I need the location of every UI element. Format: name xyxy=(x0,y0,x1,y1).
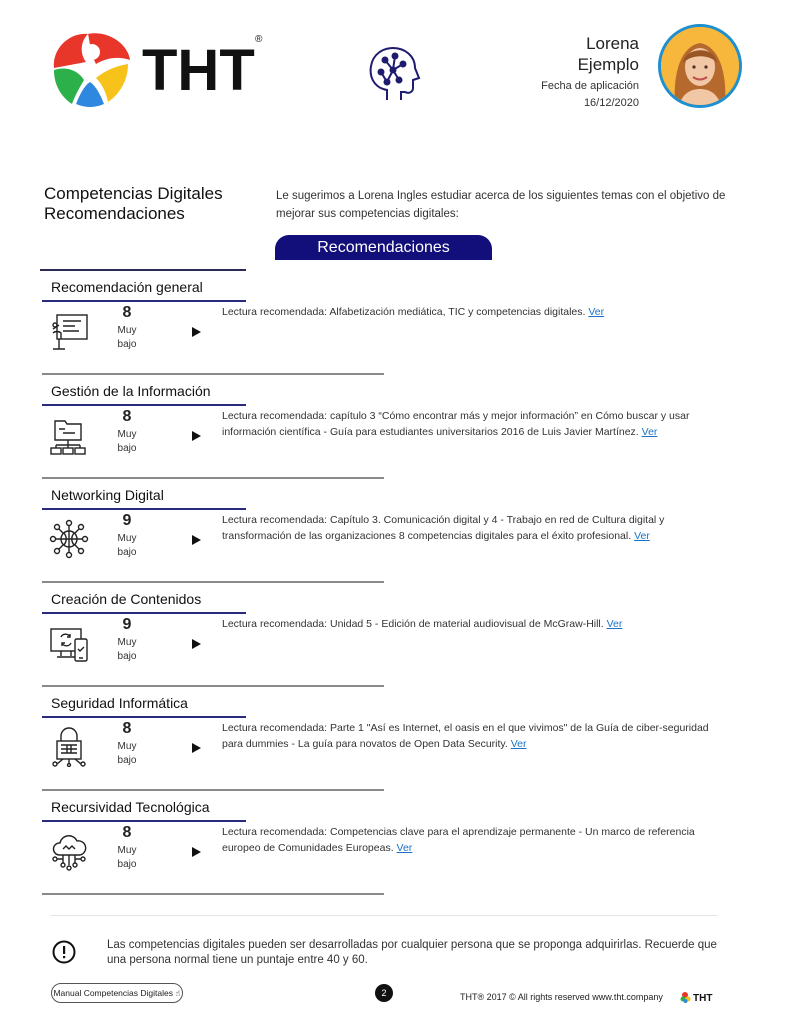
section-title: Networking Digital xyxy=(51,487,164,503)
ver-link[interactable]: Ver xyxy=(606,618,623,630)
divider xyxy=(42,477,384,479)
ver-link[interactable]: Ver xyxy=(396,842,413,854)
section-creacion-contenidos xyxy=(0,581,785,685)
footer-note: Las competencias digitales pueden ser desarrolladas por cualquier persona que se proponga adquirirlas. Recuerde que una persona normal tiene un puntaje entre 40 y 60. xyxy=(107,939,717,966)
manual-button[interactable]: Manual Competencias Digitales ☝ xyxy=(51,983,183,1003)
user-last-name: Ejemplo xyxy=(577,55,639,74)
divider xyxy=(42,373,384,375)
application-date-label: Fecha de aplicación xyxy=(541,80,639,92)
section-title: Recomendación general xyxy=(51,279,203,295)
score: 8 xyxy=(122,824,132,841)
ver-link[interactable]: Ver xyxy=(641,426,658,438)
application-date: 16/12/2020 xyxy=(583,97,639,109)
score: 9 xyxy=(122,616,132,633)
svg-text:®: ® xyxy=(255,34,263,45)
recommendations-pill: Recomendaciones xyxy=(275,235,492,260)
play-icon[interactable] xyxy=(192,327,201,337)
play-icon[interactable] xyxy=(192,743,201,753)
reading-text: Lectura recomendada: Parte 1 "Así es Internet, el oasis en el que vivimos" de la Guía de ciber-seguridad para dummies - La guía para novatos de Open Data Security. Ver xyxy=(222,722,709,750)
divider xyxy=(42,612,246,614)
ver-link[interactable]: Ver xyxy=(634,530,650,542)
section-networking-digital xyxy=(0,477,785,581)
mini-brand-text: THT xyxy=(693,993,713,1003)
hand-pointer-icon: ☝ xyxy=(175,988,181,998)
play-icon[interactable] xyxy=(192,639,201,649)
score: 8 xyxy=(122,408,132,425)
divider xyxy=(40,269,246,271)
reading-text: Lectura recomendada: capítulo 3 “Cómo encontrar más y mejor información” en Cómo buscar y usar información científica - Guía para estudiantes universitarios 2016 de Luis Javier Martínez. Ver xyxy=(222,410,690,438)
divider xyxy=(42,893,384,895)
brand-text: THT xyxy=(142,38,255,103)
play-icon[interactable] xyxy=(192,847,201,857)
cloud-network-icon xyxy=(49,831,89,871)
intro-text: Le sugerimos a Lorena Ingles estudiar acerca de los siguientes temas con el objetivo de mejorar sus competencias digitales: xyxy=(276,190,726,220)
ver-link[interactable]: Ver xyxy=(588,306,605,318)
ver-link[interactable]: Ver xyxy=(510,738,527,750)
section-title: Recursividad Tecnológica xyxy=(51,799,210,815)
brain-circuit-icon xyxy=(365,44,423,104)
level: Muy bajo xyxy=(117,533,137,558)
section-recomendacion-general xyxy=(0,269,785,373)
divider xyxy=(42,685,384,687)
padlock-circuit-icon xyxy=(49,727,89,767)
tht-logo xyxy=(50,28,275,108)
reading-text: Lectura recomendada: Capítulo 3. Comunicación digital y 4 - Trabajo en red de Cultura digital y transformación de las organizaciones 8 competencias digitales para el éxito profesional. Ver xyxy=(222,514,665,542)
page-title: Competencias Digitales Recomendaciones xyxy=(44,184,223,223)
score: 8 xyxy=(122,720,132,737)
avatar xyxy=(658,24,742,108)
divider xyxy=(42,300,246,302)
section-title: Creación de Contenidos xyxy=(51,591,202,607)
devices-sync-icon xyxy=(49,623,89,663)
level: Muy bajo xyxy=(117,845,137,870)
section-recursividad-tecnologica xyxy=(0,789,785,893)
play-icon[interactable] xyxy=(192,535,201,545)
folder-network-icon xyxy=(49,415,89,455)
section-title: Seguridad Informática xyxy=(51,695,188,711)
copyright-text: THT® 2017 © All rights reserved www.tht.company xyxy=(460,992,663,1002)
divider xyxy=(42,820,246,822)
reading-text: Lectura recomendada: Alfabetización mediática, TIC y competencias digitales. Ver xyxy=(222,306,605,318)
divider xyxy=(42,581,384,583)
tht-mini-logo xyxy=(680,990,716,1002)
reading-text: Lectura recomendada: Competencias clave para el aprendizaje permanente - Un marco de referencia europeo de Comunidades Europeas. Ver xyxy=(222,826,695,854)
globe-network-icon xyxy=(49,519,89,559)
divider xyxy=(42,789,384,791)
divider xyxy=(42,508,246,510)
score: 9 xyxy=(122,512,132,529)
warning-icon xyxy=(52,940,76,964)
play-icon[interactable] xyxy=(192,431,201,441)
section-seguridad-informatica xyxy=(0,685,785,789)
level: Muy bajo xyxy=(117,325,137,350)
footer-divider xyxy=(50,915,718,916)
divider xyxy=(42,404,246,406)
level: Muy bajo xyxy=(117,741,137,766)
section-title: Gestión de la Información xyxy=(51,383,211,399)
divider xyxy=(42,716,246,718)
reading-text: Lectura recomendada: Unidad 5 - Edición de material audiovisual de McGraw-Hill. Ver xyxy=(222,618,623,630)
user-first-name: Lorena xyxy=(586,34,639,53)
section-gestion-informacion xyxy=(0,373,785,477)
level: Muy bajo xyxy=(117,637,137,662)
level: Muy bajo xyxy=(117,429,137,454)
presentation-hand-icon xyxy=(49,311,89,351)
score: 8 xyxy=(122,304,132,321)
page-number: 2 xyxy=(375,984,393,1002)
